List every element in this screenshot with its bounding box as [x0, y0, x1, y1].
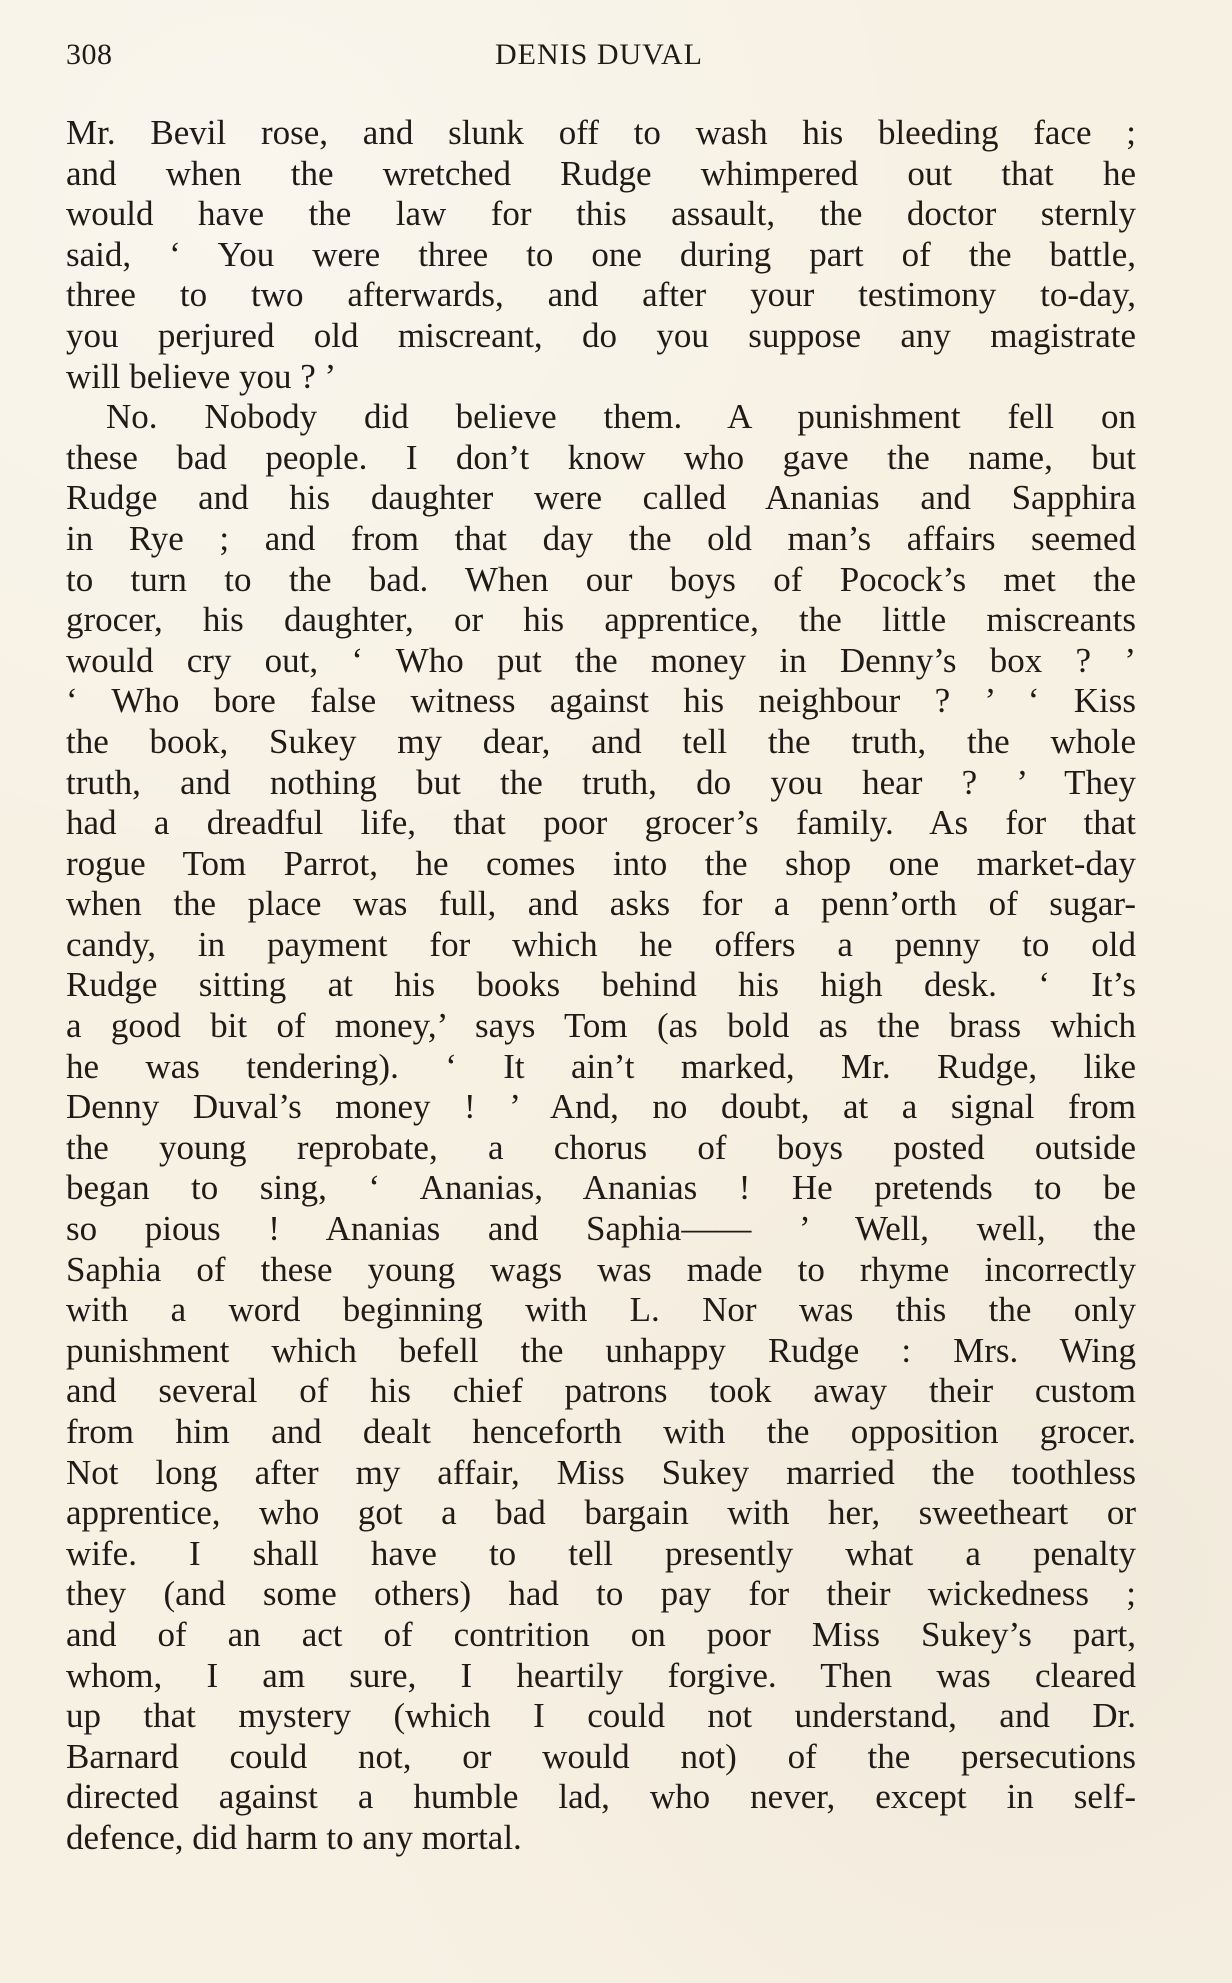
- text-line-42: directed against a humble lad, who never, except in self-: [66, 1777, 1136, 1817]
- text-line-4: said, ‘ You were three to one during part of the battle,: [66, 234, 1136, 274]
- text-line-40: up that mystery (which I could not understand, and Dr.: [66, 1696, 1136, 1736]
- text-line-17: truth, and nothing but the truth, do you hear ? ’ They: [66, 762, 1136, 802]
- text-line-25: Denny Duval’s money ! ’ And, no doubt, at a signal from: [66, 1087, 1136, 1127]
- text-line-13: grocer, his daughter, or his apprentice, the little miscreants: [66, 600, 1136, 640]
- page-number: 308: [66, 38, 113, 71]
- text-line-12: to turn to the bad. When our boys of Pocock’s met the: [66, 559, 1136, 599]
- page-body: [66, 113, 1136, 1859]
- text-line-16: the book, Sukey my dear, and tell the truth, the whole: [66, 721, 1136, 761]
- text-line-31: punishment which befell the unhappy Rudge : Mrs. Wing: [66, 1330, 1136, 1370]
- text-line-34: Not long after my affair, Miss Sukey married the toothless: [66, 1452, 1136, 1492]
- text-line-11: in Rye ; and from that day the old man’s affairs seemed: [66, 518, 1136, 558]
- text-line-26: the young reprobate, a chorus of boys posted outside: [66, 1127, 1136, 1167]
- page-header: [66, 38, 1132, 82]
- text-line-33: from him and dealt henceforth with the opposition grocer.: [66, 1412, 1136, 1451]
- text-line-8: No. Nobody did believe them. A punishment fell on: [106, 397, 1136, 437]
- text-line-19: rogue Tom Parrot, he comes into the shop one market-day: [66, 843, 1136, 883]
- text-line-32: and several of his chief patrons took away their custom: [66, 1371, 1136, 1411]
- text-line-18: had a dreadful life, that poor grocer’s family. As for that: [66, 803, 1136, 843]
- text-line-39: whom, I am sure, I heartily forgive. Then was cleared: [66, 1655, 1136, 1695]
- text-line-14: would cry out, ‘ Who put the money in Denny’s box ? ’: [66, 640, 1136, 680]
- text-line-43: defence, did harm to any mortal.: [66, 1817, 522, 1857]
- text-line-41: Barnard could not, or would not) of the persecutions: [66, 1736, 1136, 1776]
- text-line-15: ‘ Who bore false witness against his neighbour ? ’ ‘ Kiss: [66, 681, 1136, 721]
- text-line-9: these bad people. I don’t know who gave the name, but: [66, 437, 1136, 477]
- text-line-38: and of an act of contrition on poor Miss Sukey’s part,: [66, 1614, 1136, 1654]
- text-line-20: when the place was full, and asks for a penn’orth of sugar-: [66, 884, 1136, 924]
- text-line-7: will believe you ? ’: [66, 356, 337, 396]
- text-line-29: Saphia of these young wags was made to rhyme incorrectly: [66, 1249, 1136, 1289]
- text-line-24: he was tendering). ‘ It ain’t marked, Mr. Rudge, like: [66, 1046, 1136, 1086]
- text-line-10: Rudge and his daughter were called Ananias and Sapphira: [66, 478, 1136, 518]
- running-head: DENIS DUVAL: [495, 38, 703, 71]
- text-line-1: Mr. Bevil rose, and slunk off to wash his bleeding face ;: [66, 113, 1136, 152]
- text-line-35: apprentice, who got a bad bargain with her, sweetheart or: [66, 1493, 1136, 1533]
- text-line-5: three to two afterwards, and after your testimony to-day,: [66, 275, 1136, 315]
- text-line-36: wife. I shall have to tell presently what a penalty: [66, 1533, 1136, 1573]
- text-line-23: a good bit of money,’ says Tom (as bold as the brass which: [66, 1006, 1136, 1046]
- text-line-28: so pious ! Ananias and Saphia—— ’ Well, well, the: [66, 1209, 1136, 1249]
- text-line-21: candy, in payment for which he offers a penny to old: [66, 924, 1136, 964]
- text-line-2: and when the wretched Rudge whimpered out that he: [66, 153, 1136, 193]
- text-line-6: you perjured old miscreant, do you suppose any magistrate: [66, 315, 1136, 355]
- text-line-30: with a word beginning with L. Nor was this the only: [66, 1290, 1136, 1330]
- text-line-27: began to sing, ‘ Ananias, Ananias ! He pretends to be: [66, 1168, 1136, 1208]
- text-line-3: would have the law for this assault, the doctor sternly: [66, 194, 1136, 234]
- text-line-37: they (and some others) had to pay for their wickedness ;: [66, 1574, 1136, 1614]
- text-line-22: Rudge sitting at his books behind his high desk. ‘ It’s: [66, 965, 1136, 1005]
